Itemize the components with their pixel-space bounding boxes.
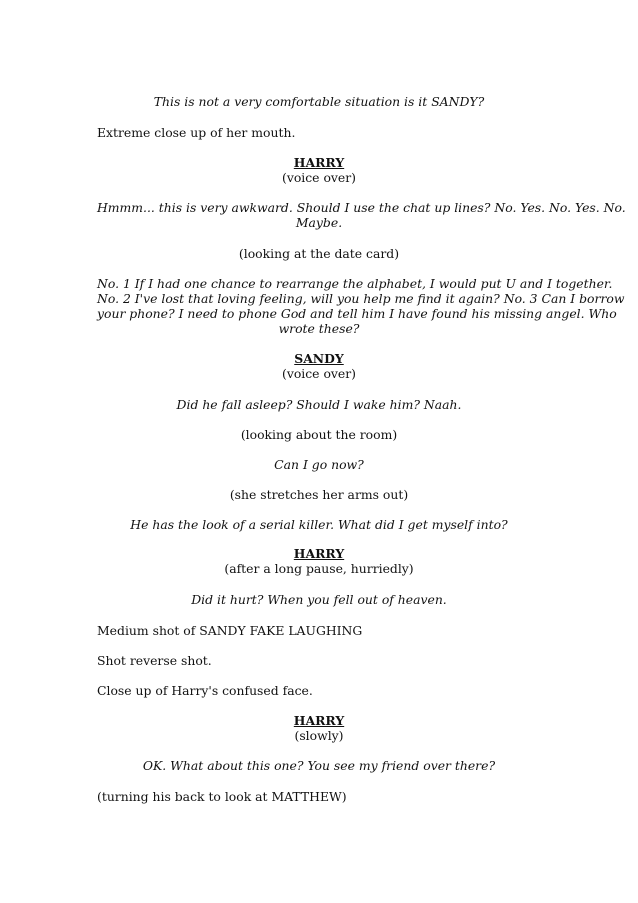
parenthetical: (after a long pause, hurriedly): [224, 561, 414, 576]
dialogue-line: Hmmm... this is very awkward. Should I use the chat up lines? No. Yes. No. Yes. No.: [97, 200, 626, 215]
parenthetical: (she stretches her arms out): [229, 487, 409, 502]
dialogue-line: Can I go now?: [274, 457, 364, 472]
action-line: (turning his back to look at MATTHEW): [97, 789, 347, 804]
character-name: HARRY: [293, 546, 345, 561]
action-line: Extreme close up of her mouth.: [97, 125, 296, 140]
dialogue-line: No. 2 I've lost that loving feeling, will you help me find it again? No. 3 Can I borrow: [97, 291, 625, 306]
dialogue-line: OK. What about this one? You see my friend over there?: [142, 758, 496, 773]
action-line: Medium shot of SANDY FAKE LAUGHING: [97, 623, 363, 638]
parenthetical: (voice over): [281, 366, 357, 381]
dialogue-line: your phone? I need to phone God and tell him I have found his missing angel. Who: [97, 306, 617, 321]
parenthetical: (voice over): [281, 170, 357, 185]
dialogue-line: wrote these?: [278, 321, 360, 336]
parenthetical: (slowly): [294, 728, 344, 743]
character-name: HARRY: [293, 713, 345, 728]
dialogue-line: This is not a very comfortable situation is it SANDY?: [153, 94, 485, 109]
character-name: SANDY: [294, 351, 344, 366]
dialogue-line: Did it hurt? When you fell out of heaven.: [191, 592, 447, 607]
character-name: HARRY: [293, 155, 345, 170]
parenthetical: (looking about the room): [240, 427, 398, 442]
action-line: Shot reverse shot.: [97, 653, 212, 668]
dialogue-line: He has the look of a serial killer. What did I get myself into?: [130, 517, 508, 532]
parenthetical: (looking at the date card): [238, 246, 400, 261]
action-line: Close up of Harry's confused face.: [97, 683, 313, 698]
dialogue-line: Maybe.: [295, 215, 343, 230]
dialogue-line: No. 1 If I had one chance to rearrange the alphabet, I would put U and I together.: [97, 276, 613, 291]
dialogue-line: Did he fall asleep? Should I wake him? Naah.: [176, 397, 462, 412]
